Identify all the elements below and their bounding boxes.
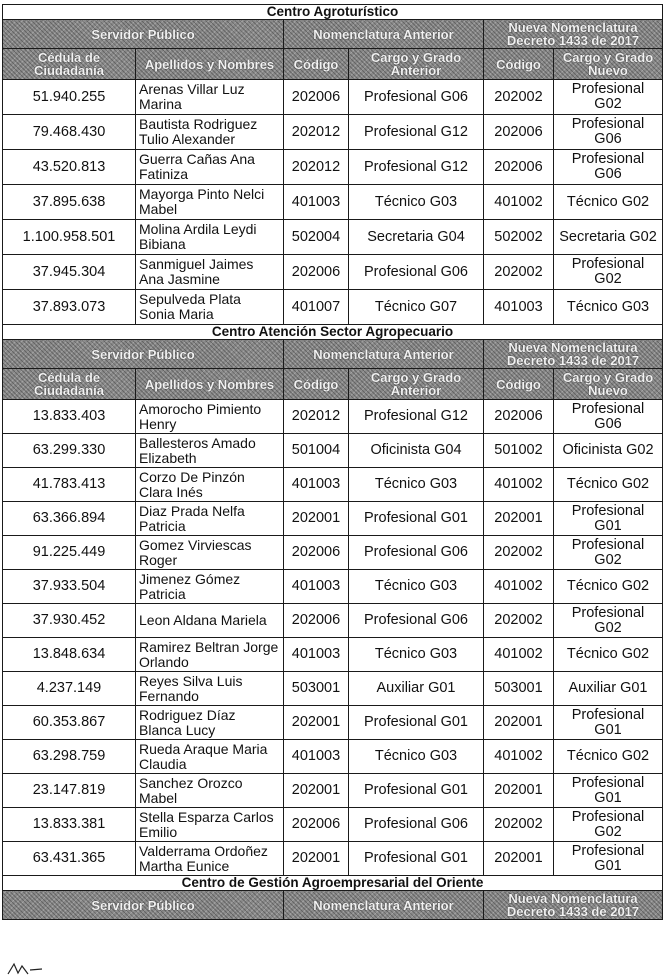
- table-row: [3, 536, 663, 570]
- cargo-nuevo-cell: Oficinista G02: [554, 434, 663, 468]
- codigo-nuevo-cell: 202002: [484, 536, 554, 570]
- cedula-cell: 23.147.819: [3, 774, 136, 808]
- staff-table-body: [3, 5, 663, 920]
- cargo-anterior-cell: Profesional G12: [349, 150, 484, 185]
- codigo-nuevo-cell: 202006: [484, 400, 554, 434]
- nueva-nomenclatura-header: Nueva Nomenclatura Decreto 1433 de 2017: [484, 891, 663, 920]
- name-cell: Arenas Villar Luz Marina: [136, 80, 284, 115]
- codigo-anterior-cell: 401003: [284, 185, 349, 220]
- table-row: [3, 570, 663, 604]
- codigo-anterior-cell: 202012: [284, 150, 349, 185]
- codigo-anterior-cell: 503001: [284, 672, 349, 706]
- table-row: [3, 80, 663, 115]
- cedula-cell: 43.520.813: [3, 150, 136, 185]
- codigo-anterior-cell: 401003: [284, 740, 349, 774]
- cargo-nuevo-cell: Técnico G02: [554, 185, 663, 220]
- group-header-row: [3, 340, 663, 369]
- codigo-nuevo-cell: 202001: [484, 774, 554, 808]
- codigo-anterior-cell: 202006: [284, 80, 349, 115]
- cargo-nuevo-cell: Profesional G06: [554, 400, 663, 434]
- cargo-anterior-cell: Profesional G01: [349, 842, 484, 876]
- cedula-cell: 37.895.638: [3, 185, 136, 220]
- cargo-anterior-cell: Oficinista G04: [349, 434, 484, 468]
- cedula-cell: 51.940.255: [3, 80, 136, 115]
- table-row: [3, 115, 663, 150]
- name-cell: Mayorga Pinto Nelci Mabel: [136, 185, 284, 220]
- cedula-cell: 37.930.452: [3, 604, 136, 638]
- cargo-anterior-cell: Profesional G06: [349, 80, 484, 115]
- name-cell: Amorocho Pimiento Henry: [136, 400, 284, 434]
- cargo-anterior-cell: Técnico G03: [349, 185, 484, 220]
- cargo-nuevo-cell: Técnico G02: [554, 638, 663, 672]
- cargo-nuevo-cell: Profesional G02: [554, 80, 663, 115]
- table-row: [3, 672, 663, 706]
- section-title: Centro Atención Sector Agropecuario: [3, 325, 663, 340]
- group-header-row: [3, 20, 663, 49]
- staff-table: [2, 4, 663, 920]
- section-title: Centro Agroturístico: [3, 5, 663, 20]
- codigo-nuevo-cell: 401002: [484, 468, 554, 502]
- cedula-header: Cédula de Ciudadanía: [3, 49, 136, 80]
- table-row: [3, 185, 663, 220]
- cedula-cell: 91.225.449: [3, 536, 136, 570]
- cargo-anterior-cell: Profesional G06: [349, 536, 484, 570]
- name-cell: Valderrama Ordoñez Martha Eunice: [136, 842, 284, 876]
- table-row: [3, 220, 663, 255]
- codigo-nuevo-cell: 202002: [484, 604, 554, 638]
- codigo-anterior-cell: 202001: [284, 842, 349, 876]
- table-row: [3, 808, 663, 842]
- name-cell: Guerra Cañas Ana Fatiniza: [136, 150, 284, 185]
- codigo-nuevo-cell: 502002: [484, 220, 554, 255]
- group-header-row: [3, 891, 663, 920]
- codigo-nuevo-cell: 401002: [484, 185, 554, 220]
- cedula-cell: 13.833.381: [3, 808, 136, 842]
- nomenclatura-anterior-header: Nomenclatura Anterior: [284, 340, 484, 369]
- cedula-cell: 63.299.330: [3, 434, 136, 468]
- codigo-nuevo-cell: 401003: [484, 290, 554, 325]
- column-header-row: [3, 49, 663, 80]
- codigo-nuevo-header: Código: [484, 369, 554, 400]
- apellidos-header: Apellidos y Nombres: [136, 369, 284, 400]
- cedula-cell: 63.366.894: [3, 502, 136, 536]
- cargo-nuevo-cell: Técnico G02: [554, 570, 663, 604]
- cargo-anterior-cell: Auxiliar G01: [349, 672, 484, 706]
- cargo-anterior-cell: Profesional G12: [349, 115, 484, 150]
- cargo-anterior-cell: Profesional G06: [349, 808, 484, 842]
- document-page: [2, 4, 662, 920]
- codigo-anterior-cell: 401003: [284, 638, 349, 672]
- name-cell: Rodriguez Díaz Blanca Lucy: [136, 706, 284, 740]
- table-row: [3, 400, 663, 434]
- name-cell: Jimenez Gómez Patricia: [136, 570, 284, 604]
- codigo-anterior-cell: 202001: [284, 502, 349, 536]
- cargo-nuevo-cell: Profesional G06: [554, 150, 663, 185]
- cargo-nuevo-cell: Auxiliar G01: [554, 672, 663, 706]
- table-row: [3, 638, 663, 672]
- table-row: [3, 842, 663, 876]
- codigo-nuevo-header: Código: [484, 49, 554, 80]
- table-row: [3, 150, 663, 185]
- cargo-nuevo-cell: Técnico G03: [554, 290, 663, 325]
- servidor-publico-header: Servidor Público: [3, 20, 284, 49]
- codigo-anterior-cell: 202006: [284, 808, 349, 842]
- section-title-row: [3, 876, 663, 891]
- cedula-cell: 63.298.759: [3, 740, 136, 774]
- cargo-nuevo-cell: Profesional G01: [554, 706, 663, 740]
- codigo-anterior-cell: 401003: [284, 468, 349, 502]
- codigo-anterior-cell: 501004: [284, 434, 349, 468]
- nomenclatura-anterior-header: Nomenclatura Anterior: [284, 891, 484, 920]
- cargo-anterior-cell: Profesional G06: [349, 604, 484, 638]
- codigo-anterior-cell: 202001: [284, 774, 349, 808]
- cargo-nuevo-cell: Profesional G02: [554, 255, 663, 290]
- section-title: Centro de Gestión Agroempresarial del Oriente: [3, 876, 663, 891]
- cedula-cell: 79.468.430: [3, 115, 136, 150]
- name-cell: Stella Esparza Carlos Emilio: [136, 808, 284, 842]
- cargo-nuevo-cell: Profesional G01: [554, 502, 663, 536]
- section-title-row: [3, 325, 663, 340]
- cedula-cell: 1.100.958.501: [3, 220, 136, 255]
- table-row: [3, 774, 663, 808]
- cedula-cell: 63.431.365: [3, 842, 136, 876]
- codigo-anterior-cell: 401003: [284, 570, 349, 604]
- codigo-nuevo-cell: 503001: [484, 672, 554, 706]
- name-cell: Bautista Rodriguez Tulio Alexander: [136, 115, 284, 150]
- cargo-nuevo-cell: Técnico G02: [554, 468, 663, 502]
- cedula-cell: 4.237.149: [3, 672, 136, 706]
- cargo-nuevo-header: Cargo y Grado Nuevo: [554, 49, 663, 80]
- cargo-anterior-cell: Profesional G06: [349, 255, 484, 290]
- cargo-anterior-cell: Secretaria G04: [349, 220, 484, 255]
- cargo-anterior-cell: Técnico G03: [349, 740, 484, 774]
- cargo-anterior-header: Cargo y Grado Anterior: [349, 49, 484, 80]
- codigo-nuevo-cell: 202001: [484, 706, 554, 740]
- name-cell: Molina Ardila Leydi Bibiana: [136, 220, 284, 255]
- codigo-anterior-cell: 202001: [284, 706, 349, 740]
- cargo-nuevo-cell: Profesional G06: [554, 115, 663, 150]
- codigo-nuevo-cell: 202001: [484, 502, 554, 536]
- codigo-nuevo-cell: 501002: [484, 434, 554, 468]
- name-cell: Sanmiguel Jaimes Ana Jasmine: [136, 255, 284, 290]
- table-row: [3, 502, 663, 536]
- table-row: [3, 740, 663, 774]
- name-cell: Sepulveda Plata Sonia Maria: [136, 290, 284, 325]
- codigo-nuevo-cell: 202002: [484, 808, 554, 842]
- codigo-anterior-header: Código: [284, 369, 349, 400]
- cedula-cell: 37.893.073: [3, 290, 136, 325]
- cedula-cell: 41.783.413: [3, 468, 136, 502]
- codigo-nuevo-cell: 401002: [484, 638, 554, 672]
- name-cell: Rueda Araque Maria Claudia: [136, 740, 284, 774]
- cargo-anterior-cell: Profesional G12: [349, 400, 484, 434]
- cargo-anterior-cell: Profesional G01: [349, 774, 484, 808]
- name-cell: Ramirez Beltran Jorge Orlando: [136, 638, 284, 672]
- servidor-publico-header: Servidor Público: [3, 340, 284, 369]
- name-cell: Diaz Prada Nelfa Patricia: [136, 502, 284, 536]
- codigo-anterior-cell: 202006: [284, 255, 349, 290]
- cargo-anterior-cell: Técnico G07: [349, 290, 484, 325]
- column-header-row: [3, 369, 663, 400]
- codigo-nuevo-cell: 202002: [484, 80, 554, 115]
- cedula-cell: 13.848.634: [3, 638, 136, 672]
- signature-mark: [6, 962, 46, 979]
- table-row: [3, 468, 663, 502]
- codigo-nuevo-cell: 401002: [484, 570, 554, 604]
- codigo-anterior-cell: 202012: [284, 400, 349, 434]
- codigo-anterior-cell: 401007: [284, 290, 349, 325]
- table-row: [3, 255, 663, 290]
- codigo-nuevo-cell: 202001: [484, 842, 554, 876]
- cedula-cell: 37.945.304: [3, 255, 136, 290]
- cedula-header: Cédula de Ciudadanía: [3, 369, 136, 400]
- codigo-nuevo-cell: 202006: [484, 150, 554, 185]
- cargo-nuevo-cell: Profesional G01: [554, 842, 663, 876]
- cedula-cell: 13.833.403: [3, 400, 136, 434]
- section-title-row: [3, 5, 663, 20]
- name-cell: Sanchez Orozco Mabel: [136, 774, 284, 808]
- servidor-publico-header: Servidor Público: [3, 891, 284, 920]
- table-row: [3, 706, 663, 740]
- codigo-anterior-header: Código: [284, 49, 349, 80]
- name-cell: Gomez Virviescas Roger: [136, 536, 284, 570]
- nomenclatura-anterior-header: Nomenclatura Anterior: [284, 20, 484, 49]
- codigo-nuevo-cell: 401002: [484, 740, 554, 774]
- cargo-anterior-cell: Técnico G03: [349, 638, 484, 672]
- table-row: [3, 604, 663, 638]
- codigo-anterior-cell: 202006: [284, 536, 349, 570]
- nueva-nomenclatura-header: Nueva Nomenclatura Decreto 1433 de 2017: [484, 340, 663, 369]
- name-cell: Reyes Silva Luis Fernando: [136, 672, 284, 706]
- apellidos-header: Apellidos y Nombres: [136, 49, 284, 80]
- cedula-cell: 60.353.867: [3, 706, 136, 740]
- cargo-nuevo-cell: Profesional G01: [554, 774, 663, 808]
- codigo-nuevo-cell: 202006: [484, 115, 554, 150]
- cargo-anterior-cell: Profesional G01: [349, 502, 484, 536]
- table-row: [3, 290, 663, 325]
- cargo-nuevo-cell: Profesional G02: [554, 604, 663, 638]
- cargo-anterior-cell: Técnico G03: [349, 468, 484, 502]
- name-cell: Ballesteros Amado Elizabeth: [136, 434, 284, 468]
- cargo-nuevo-cell: Profesional G02: [554, 536, 663, 570]
- name-cell: Corzo De Pinzón Clara Inés: [136, 468, 284, 502]
- cargo-nuevo-cell: Técnico G02: [554, 740, 663, 774]
- cargo-anterior-cell: Profesional G01: [349, 706, 484, 740]
- cargo-anterior-cell: Técnico G03: [349, 570, 484, 604]
- nueva-nomenclatura-header: Nueva Nomenclatura Decreto 1433 de 2017: [484, 20, 663, 49]
- cargo-nuevo-cell: Secretaria G02: [554, 220, 663, 255]
- codigo-anterior-cell: 202006: [284, 604, 349, 638]
- table-row: [3, 434, 663, 468]
- codigo-anterior-cell: 202012: [284, 115, 349, 150]
- cargo-nuevo-cell: Profesional G02: [554, 808, 663, 842]
- codigo-nuevo-cell: 202002: [484, 255, 554, 290]
- codigo-anterior-cell: 502004: [284, 220, 349, 255]
- name-cell: Leon Aldana Mariela: [136, 604, 284, 638]
- cargo-anterior-header: Cargo y Grado Anterior: [349, 369, 484, 400]
- cedula-cell: 37.933.504: [3, 570, 136, 604]
- cargo-nuevo-header: Cargo y Grado Nuevo: [554, 369, 663, 400]
